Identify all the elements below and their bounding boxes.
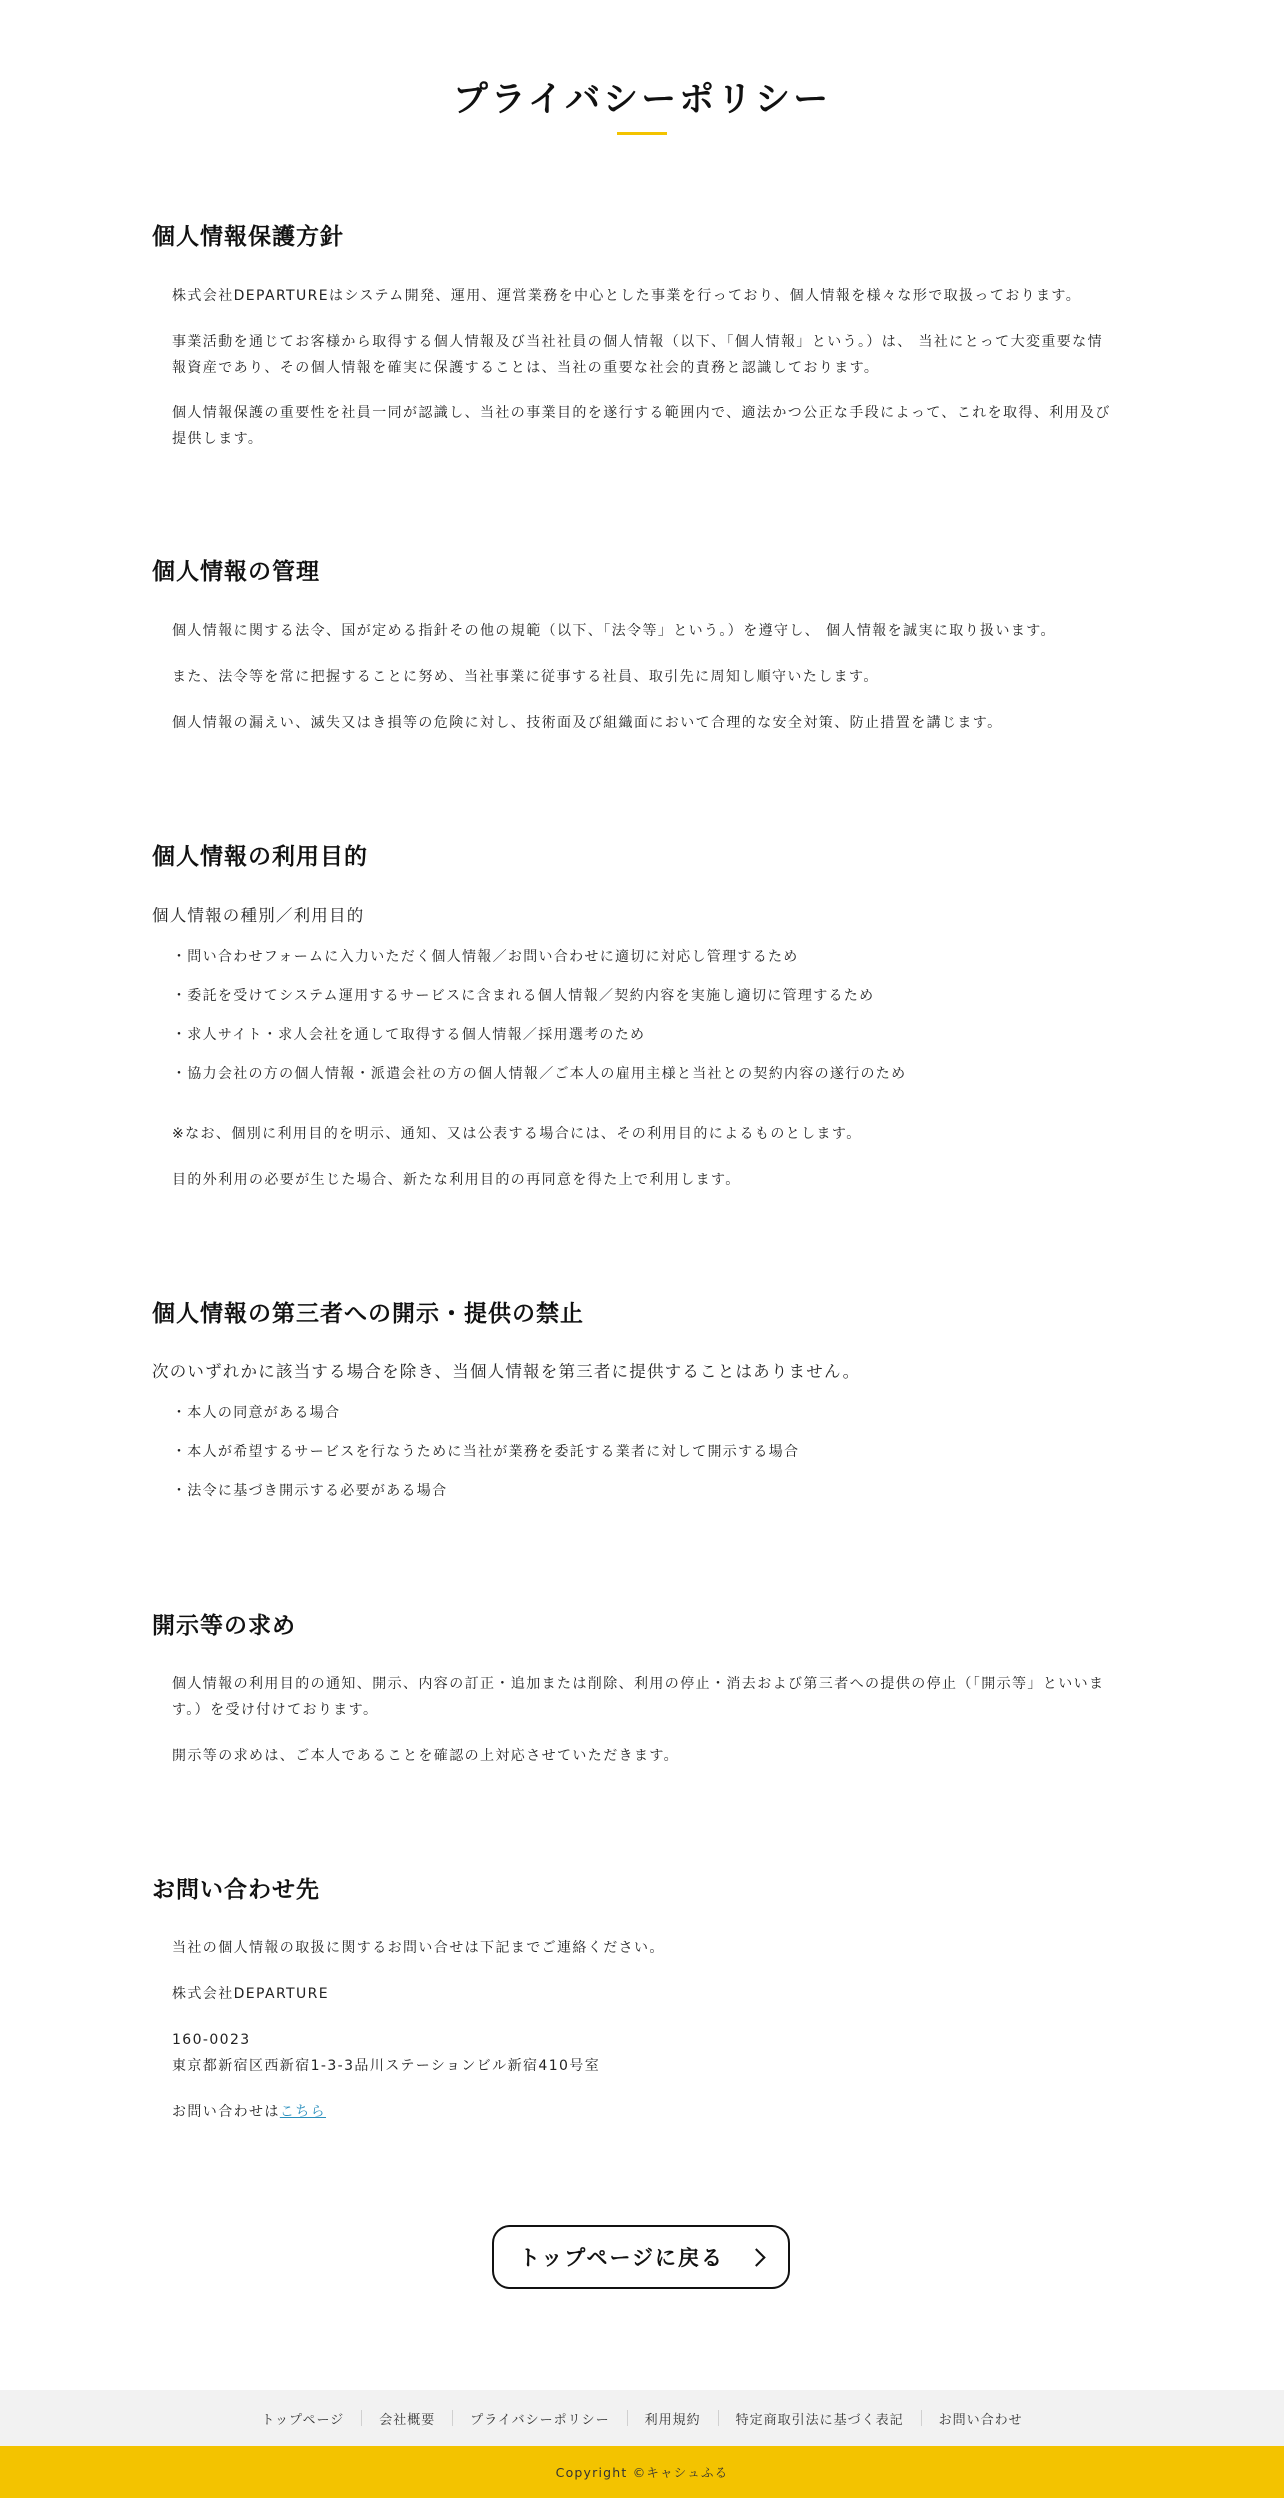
page-title: プライバシーポリシー [452,80,832,120]
section-heading-disclosure: 開示等の求め [152,1613,296,1639]
disclosure-paragraph: 開示等の求めは、ご本人であることを確認の上対応させていただきます。 [172,1748,680,1764]
back-to-top-label: トップページに戻る [518,2246,725,2270]
footer-link-terms[interactable]: 利用規約 [644,2412,701,2428]
contact-inquiry-prefix: お問い合わせは [172,2104,280,2120]
purpose-note: 目的外利用の必要が生じた場合、新たな利用目的の再同意を得た上で利用します。 [172,1172,741,1188]
back-to-top-button[interactable] [492,2225,790,2289]
contact-intro: 当社の個人情報の取扱に関するお問い合せは下記までご連絡ください。 [172,1940,665,1956]
contact-address: 東京都新宿区西新宿1-3-3品川ステーションビル新宿410号室 [172,2058,601,2074]
policy-paragraph: 株式会社DEPARTUREはシステム開発、運用、運営業務を中心とした事業を行っており、個人情報を様々な形で取扱っております。 [172,288,1082,304]
title-underline [617,132,667,135]
purpose-subheading: 個人情報の種別／利用目的 [152,906,365,925]
purpose-list-item: ・求人サイト・求人会社を通して取得する個人情報／採用選考のため [172,1027,646,1043]
purpose-list-item: ・問い合わせフォームに入力いただく個人情報／お問い合わせに適切に対応し管理するため [172,949,799,965]
copyright-text: Copyright ©キャシュふる [555,2465,729,2480]
chevron-right-icon [747,2248,765,2266]
purpose-note: ※なお、個別に利用目的を明示、通知、又は公表する場合には、その利用目的によるものとします。 [172,1126,862,1142]
footer-link-privacy[interactable]: プライバシーポリシー [470,2412,610,2428]
section-heading-third-party: 個人情報の第三者への開示・提供の禁止 [152,1301,584,1327]
third-party-list-item: ・本人の同意がある場合 [172,1405,341,1421]
third-party-intro: 次のいずれかに該当する場合を除き、当個人情報を第三者に提供することはありません。 [152,1362,861,1381]
management-paragraph: 個人情報に関する法令、国が定める指針その他の規範（以下、「法令等」という。）を遵守し、 個人情報を誠実に取り扱います。 [172,623,1056,639]
section-heading-contact: お問い合わせ先 [152,1877,320,1903]
management-paragraph: また、法令等を常に把握することに努め、当社事業に従事する社員、取引先に周知し順守いたします。 [172,669,879,685]
copyright-bar [0,2446,1284,2498]
contact-link[interactable]: こちら [279,2104,327,2120]
contact-postal-code: 160-0023 [172,2032,251,2048]
section-heading-management: 個人情報の管理 [152,559,320,585]
footer-link-commerce[interactable]: 特定商取引法に基づく表記 [735,2412,904,2428]
footer-link-top[interactable]: トップページ [261,2412,345,2428]
disclosure-paragraph: 個人情報の利用目的の通知、開示、内容の訂正・追加または削除、利用の停止・消去および第三者への提供の停止（「開示等」といいます。）を受け付けております。 [172,1676,1105,1718]
contact-inquiry-line [172,2099,1112,2125]
section-heading-policy: 個人情報保護方針 [152,224,344,250]
management-paragraph: 個人情報の漏えい、滅失又はき損等の危険に対し、技術面及び組織面において合理的な安全対策、防止措置を講じます。 [172,715,1003,731]
third-party-list-item: ・本人が希望するサービスを行なうために当社が業務を委託する業者に対して開示する場合 [172,1444,800,1460]
contact-company: 株式会社DEPARTURE [172,1986,330,2002]
footer-link-company[interactable]: 会社概要 [379,2412,436,2428]
third-party-list-item: ・法令に基づき開示する必要がある場合 [172,1483,448,1499]
section-heading-purpose: 個人情報の利用目的 [152,844,368,870]
purpose-list-item: ・委託を受けてシステム運用するサービスに含まれる個人情報／契約内容を実施し適切に管理するため [172,988,875,1004]
purpose-list-item: ・協力会社の方の個人情報・派遣会社の方の個人情報／ご本人の雇用主様と当社との契約内容の遂行のため [172,1066,907,1082]
footer-nav [0,2390,1284,2446]
policy-paragraph: 個人情報保護の重要性を社員一同が認識し、当社の事業目的を遂行する範囲内で、適法かつ公正な手段によって、これを取得、利用及び提供します。 [172,405,1111,447]
footer-link-contact[interactable]: お問い合わせ [938,2412,1023,2428]
policy-paragraph: 事業活動を通じてお客様から取得する個人情報及び当社社員の個人情報（以下、「個人情報」という。）は、 当社にとって大変重要な情報資産であり、その個人情報を確実に保護することは、当社の重要な社会的責務と認識しております。 [172,334,1103,376]
